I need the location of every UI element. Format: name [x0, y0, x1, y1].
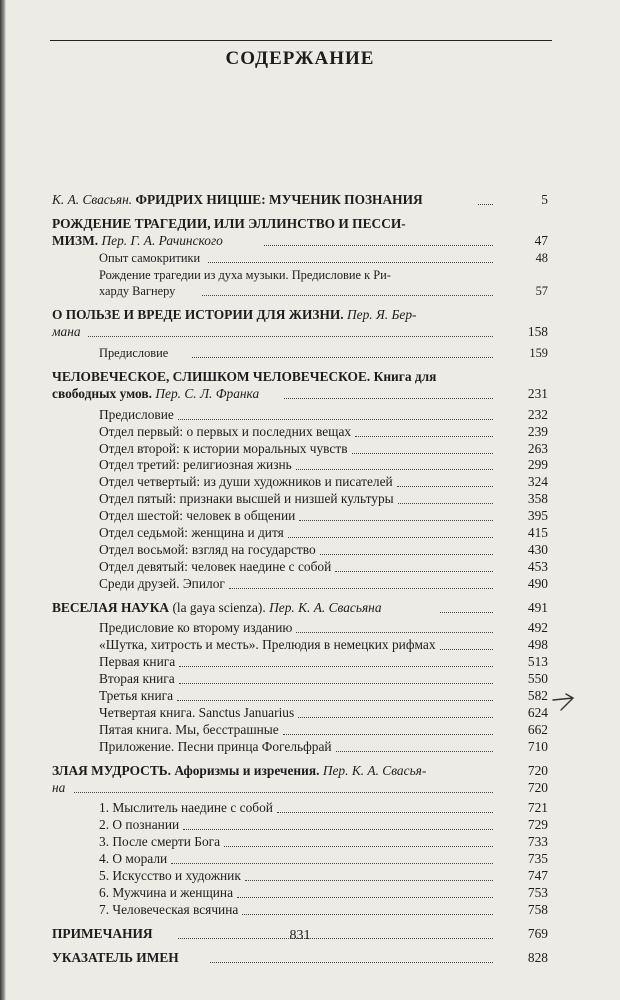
toc-entry-intro[interactable] [52, 192, 548, 209]
page-number: 492 [527, 620, 548, 636]
page-number: 720 [527, 779, 548, 795]
subentry-label: Предисловие [99, 346, 169, 361]
dot-leader [283, 722, 493, 735]
human-subentries [52, 407, 548, 593]
page-number: 753 [527, 884, 548, 900]
toc-entry-human-line2[interactable] [52, 386, 548, 403]
subentry-label: 3. После смерти Бога [99, 834, 221, 850]
toc-subentry[interactable] [52, 345, 548, 362]
toc-subentry[interactable] [52, 559, 548, 576]
page-number: 735 [527, 851, 548, 867]
page-number: 710 [527, 738, 548, 754]
entry-title: ЧЕЛОВЕЧЕСКОЕ, СЛИШКОМ ЧЕЛОВЕЧЕСКОЕ. [52, 369, 371, 385]
subentry-label: Отдел пятый: признаки высшей и низшей культуры [99, 491, 394, 507]
subentry-label: Отдел восьмой: взгляд на государство [99, 541, 316, 557]
entry-subtitle: Афоризмы и изречения. [174, 762, 320, 778]
dot-leader [208, 250, 493, 263]
dot-leader [298, 705, 493, 718]
entry-title-cont: МИЗМ. [52, 232, 99, 248]
entry-translator: Пер. К. А. Свасьяна [269, 599, 382, 615]
dot-leader [224, 834, 493, 847]
table-of-contents [52, 192, 548, 966]
dot-leader [335, 559, 493, 572]
dot-leader [320, 542, 493, 555]
subentry-label: Рождение трагедии из духа музыки. Предисловие к Ри- [99, 267, 391, 282]
subentry-label: Среди друзей. Эпилог [99, 575, 225, 591]
page-number: 498 [527, 637, 548, 653]
toc-subentry[interactable] [52, 407, 548, 424]
entry-title: РОЖДЕНИЕ ТРАГЕДИИ, ИЛИ ЭЛЛИНСТВО И ПЕССИ- [52, 215, 406, 231]
page-number: 733 [527, 834, 548, 850]
page-number: 624 [527, 704, 548, 720]
page-number: 758 [527, 901, 548, 917]
page-number: 358 [527, 491, 548, 507]
toc-subentry[interactable] [52, 491, 548, 508]
dot-leader [299, 508, 493, 521]
subentry-label: 1. Мыслитель наедине с собой [99, 800, 273, 816]
toc-subentry[interactable] [52, 705, 548, 722]
page-number: 299 [527, 457, 548, 473]
subentry-label: «Шутка, хитрость и месть». Прелюдия в немецких рифмах [99, 637, 436, 653]
toc-subentry[interactable] [52, 267, 548, 284]
toc-subentry[interactable] [52, 654, 548, 671]
page-number: 721 [527, 800, 548, 816]
dot-leader [178, 407, 493, 420]
toc-subentry[interactable] [52, 834, 548, 851]
page-number: 490 [527, 575, 548, 591]
dot-leader [242, 902, 493, 915]
subentry-label: Предисловие [99, 406, 174, 422]
page-number: 415 [527, 525, 548, 541]
page-number: 662 [527, 721, 548, 737]
subentry-label: Первая книга [99, 654, 176, 670]
page-number: 720 [527, 762, 548, 778]
entry-subtitle-cont: свободных умов. [52, 385, 152, 401]
gay-subentries [52, 620, 548, 755]
dot-leader [336, 739, 493, 752]
page-number: 550 [527, 671, 548, 687]
toc-subentry-cont[interactable] [52, 283, 548, 300]
dot-leader [355, 424, 493, 437]
toc-subentry[interactable] [52, 722, 548, 739]
toc-subentry[interactable] [52, 637, 548, 654]
page-number: 263 [527, 440, 548, 456]
page-number: 324 [527, 474, 548, 490]
dot-leader [229, 576, 493, 589]
page-spine-shadow [0, 0, 6, 1000]
subentry-label-cont: харду Вагнеру [99, 284, 176, 299]
dot-leader [192, 345, 493, 358]
page-number: 48 [535, 250, 548, 265]
dot-leader [74, 780, 493, 793]
entry-subtitle: (la gaya scienza). [172, 599, 266, 615]
page-number: 5 [541, 192, 548, 207]
toc-entry-history-line1[interactable] [52, 307, 548, 324]
toc-subentry[interactable] [52, 739, 548, 756]
page-folio: 831 [289, 928, 311, 943]
entry-translator: Пер. Г. А. Рачинского [101, 232, 223, 248]
subentry-label: 6. Мужчина и женщина [99, 884, 234, 900]
page-number: 747 [527, 867, 548, 883]
page-number: 582 [527, 688, 548, 704]
toc-subentry[interactable] [52, 508, 548, 525]
subentry-label: Отдел четвертый: из души художников и писателей [99, 474, 393, 490]
toc-subentry[interactable] [52, 620, 548, 637]
entry-translator: Пер. Я. Бер- [346, 307, 417, 323]
page-number: 430 [527, 541, 548, 557]
entry-subtitle: Книга для [373, 369, 437, 385]
subentry-label: Третья книга [99, 688, 174, 704]
top-rule [50, 40, 552, 41]
dot-leader [397, 474, 493, 487]
page-number: 729 [527, 817, 548, 833]
toc-subentry[interactable] [52, 250, 548, 267]
toc-subentry[interactable] [52, 671, 548, 688]
toc-subentry[interactable] [52, 424, 548, 441]
subentry-label: Отдел девятый: человек наедине с собой [99, 558, 332, 574]
toc-subentry[interactable] [52, 851, 548, 868]
dot-leader [296, 620, 493, 633]
subentry-label: 7. Человеческая всячина [99, 901, 239, 917]
dot-leader [237, 885, 493, 898]
toc-entry-human-line1[interactable] [52, 369, 548, 386]
page-number: 159 [529, 346, 548, 361]
subentry-label: 4. О морали [99, 851, 168, 867]
entry-translator-cont: на [52, 779, 66, 795]
entry-title: ЗЛАЯ МУДРОСТЬ. [52, 762, 171, 778]
page-number: 232 [527, 406, 548, 422]
entry-author: К. А. Свасьян. [52, 192, 133, 207]
toc-subentry[interactable] [52, 885, 548, 902]
subentry-label: Предисловие ко второму изданию [99, 620, 293, 636]
subentry-label: Пятая книга. Мы, бесстрашные [99, 721, 279, 737]
toc-subentry[interactable] [52, 474, 548, 491]
subentry-label: 2. О познании [99, 817, 180, 833]
toc-subentry[interactable] [52, 441, 548, 458]
dot-leader [264, 233, 493, 246]
dot-leader [210, 950, 493, 963]
page-number: 491 [527, 599, 548, 615]
dot-leader [245, 868, 493, 881]
dot-leader [171, 851, 493, 864]
wisdom-subentries [52, 800, 548, 918]
page-number: 395 [527, 508, 548, 524]
dot-leader [284, 386, 493, 399]
subentry-label: Приложение. Песни принца Фогельфрай [99, 738, 332, 754]
dot-leader [296, 457, 493, 470]
entry-title: ВЕСЕЛАЯ НАУКА [52, 599, 170, 615]
dot-leader [288, 525, 493, 538]
dot-leader [478, 192, 493, 205]
toc-subentry[interactable] [52, 868, 548, 885]
page-number: 769 [527, 925, 548, 941]
dot-leader [352, 441, 493, 454]
toc-subentry[interactable] [52, 817, 548, 834]
dot-leader [177, 688, 493, 701]
toc-entry-wisdom-line1[interactable] [52, 763, 548, 780]
page-number: 158 [527, 324, 548, 340]
dot-leader [179, 671, 493, 684]
page-number: 513 [527, 654, 548, 670]
toc-subentry[interactable] [52, 902, 548, 919]
entry-title: УКАЗАТЕЛЬ ИМЕН [52, 949, 179, 965]
toc-entry-history-line2[interactable] [52, 324, 548, 341]
toc-subentry[interactable] [52, 457, 548, 474]
subentry-label: 5. Искусство и художник [99, 867, 241, 883]
entry-title: О ПОЛЬЗЕ И ВРЕДЕ ИСТОРИИ ДЛЯ ЖИЗНИ. [52, 307, 344, 323]
entry-title: ПРИМЕЧАНИЯ [52, 925, 153, 941]
page-number: 239 [527, 423, 548, 439]
subentry-label: Отдел второй: к истории моральных чувств [99, 440, 348, 456]
toc-subentry[interactable] [52, 542, 548, 559]
dot-leader [202, 283, 493, 296]
page-number: 828 [527, 949, 548, 965]
subentry-label: Вторая книга [99, 671, 175, 687]
page-number: 231 [527, 385, 548, 401]
toc-subentry[interactable] [52, 576, 548, 593]
dot-leader [183, 817, 493, 830]
dot-leader [440, 637, 493, 650]
page-number: 57 [535, 284, 548, 299]
dot-leader [88, 324, 493, 337]
subentry-label: Четвертая книга. Sanctus Januarius [99, 704, 295, 720]
toc-entry-index[interactable] [52, 950, 548, 967]
toc-entry-wisdom-line2[interactable] [52, 780, 548, 797]
toc-subentry[interactable] [52, 688, 548, 705]
entry-title: ФРИДРИХ НИЦШЕ: МУЧЕНИК ПОЗНАНИЯ [135, 192, 423, 207]
subentry-label: Опыт самокритики [99, 250, 201, 265]
toc-entry-gay-science[interactable] [52, 600, 548, 617]
subentry-label: Отдел третий: религиозная жизнь [99, 457, 292, 473]
entry-translator: Пер. С. Л. Франка [155, 385, 260, 401]
subentry-label: Отдел шестой: человек в общении [99, 508, 296, 524]
subentry-label: Отдел первый: о первых и последних вещах [99, 423, 352, 439]
entry-translator-cont: мана [52, 324, 81, 340]
entry-translator: Пер. К. А. Свасья- [322, 762, 427, 778]
toc-entry-birth-line1[interactable] [52, 216, 548, 233]
dot-leader [179, 654, 493, 667]
dot-leader [440, 600, 493, 613]
toc-subentry[interactable] [52, 525, 548, 542]
toc-entry-birth-line2[interactable] [52, 233, 548, 250]
page-number: 453 [527, 558, 548, 574]
subentry-label: Отдел седьмой: женщина и дитя [99, 525, 284, 541]
dot-leader [398, 491, 493, 504]
pencil-arrow-mark [551, 690, 581, 714]
page-number: 47 [534, 232, 548, 248]
dot-leader [277, 800, 493, 813]
page-title: СОДЕРЖАНИЕ [225, 48, 375, 69]
toc-subentry[interactable] [52, 800, 548, 817]
